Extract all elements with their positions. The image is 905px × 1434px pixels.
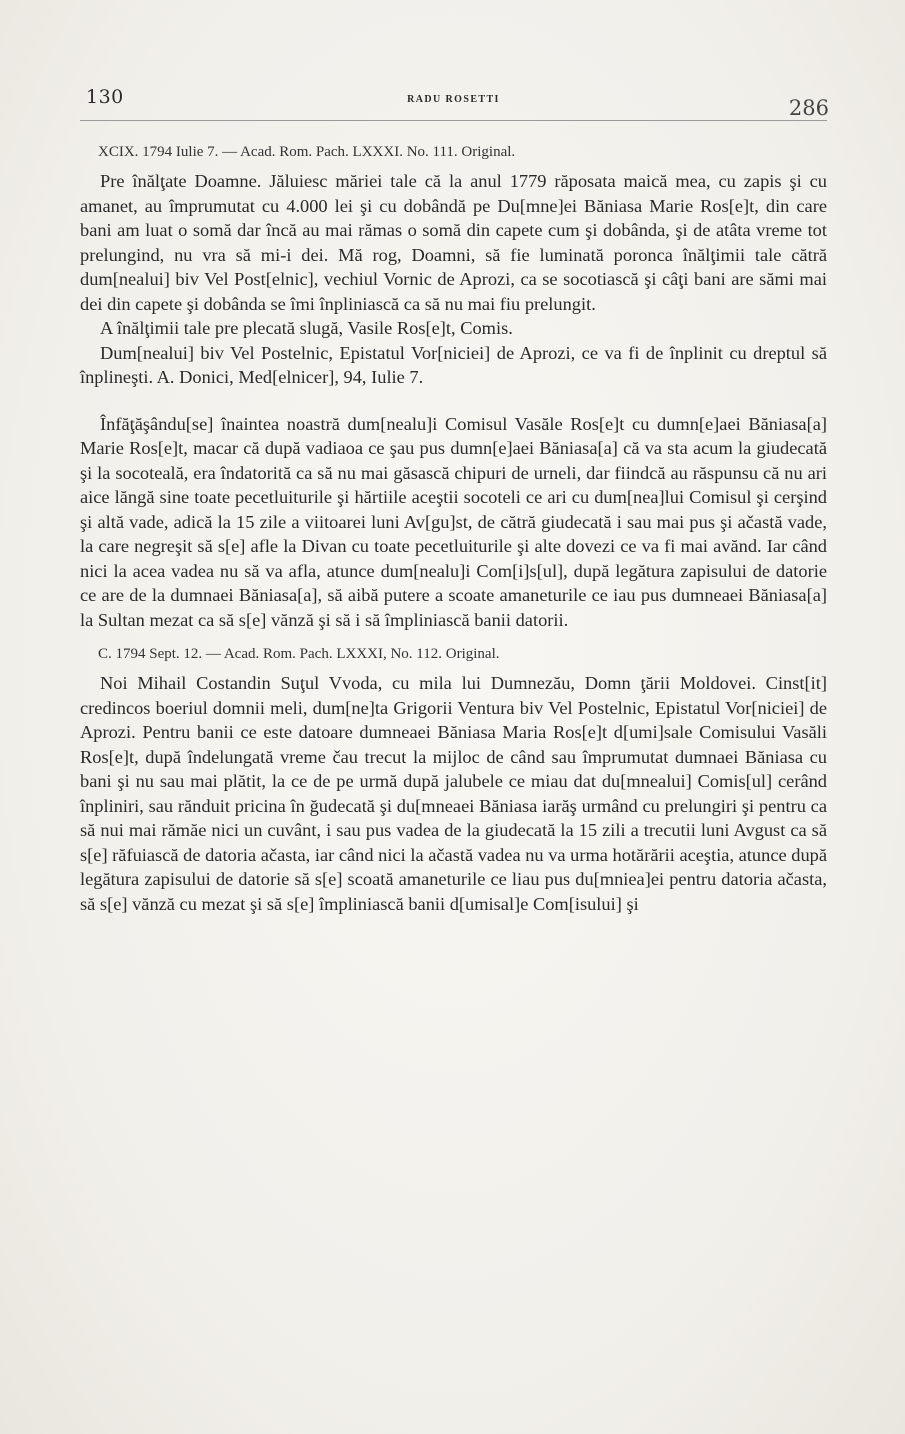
section-spacer	[80, 632, 827, 640]
document-heading: XCIX. 1794 Iulie 7. — Acad. Rom. Pach. LXXXI. No. 111. Original.	[98, 144, 516, 160]
running-title: RADU ROSETTI	[407, 94, 500, 105]
signature-line: A înălţimii tale pre plecată slugă, Vasile Ros[e]t, Comis.	[100, 318, 513, 338]
document-heading: C. 1794 Sept. 12. — Acad. Rom. Pach. LXXXI, No. 112. Original.	[98, 646, 500, 662]
page-body	[80, 138, 827, 916]
document-number: 286	[788, 96, 829, 120]
court-decision-paragraph: Înfăţăşându[se] înaintea noastră dum[nealu]i Comisul Vasăle Ros[e]t cu dumn[e]aei Băniasa[a] Marie Ros[e]t, macar că după vadiaoa ce şau pus dumn[e]aei Băniasa[a] că va sta acum la giudecată şi la socoteală, era îndatorită ca să nu mai găsască chipuri de urneli, dar fiindcă au răspunsu că nu ari aice lăngă sine toate pecetluiturile şi hărtiile aceştii socoteli ce ari cu dum[nea]lui Comisul şi cerşind şi altă vade, adică la 15 zile a viitoarei luni Av[gu]st, de cătră giudecată i sau mai pus şi ačastă vade, la care negreşit să s[e] afle la Divan cu toate pecetluiturile şi alte dovezi ce va fi mai avănd. Iar când nici la acea vadea nu să va afla, atunce dum[nealu]i Com[i]s[ul], după legătura zapisului de datorie ce are de la dumnaei Băniasa[a], să aibă putere a scoate amaneturile ce iau pus dumneaei Băniasa[a] la Sultan mezat ca să s[e] vănză şi să i să împliniască banii datorii.	[80, 413, 827, 630]
petition-paragraph: Pre înălţate Doamne. Jăluiesc măriei tale că la anul 1779 răposata maică mea, cu zapis şi cu amanet, au împrumutat cu 4.000 lei şi cu dobândă pe Du[mne]ei Băniasa Marie Ros[e]t, din care bani am luat o somă dar încă au mai rămas o somă din capete cum şi dobânda, şi de atâta vreme tot prelungind, nu vra să mi-i dei. Mă rog, Doamni, să fie luminată poronca înălţimii tale cătră dum[nealui] biv Vel Post[elnic], vechiul Vornic de Aprozi, ca se socotiască şi câţi bani are sămi mai dei din capete şi dobânda se îmi înpliniască ca să nu mai fiu prelungit.	[80, 171, 827, 314]
page-number: 130	[86, 86, 124, 108]
page-header	[80, 80, 827, 121]
resolution-paragraph: Dum[nealui] biv Vel Postelnic, Epistatul Vor[niciei] de Aprozi, ce va fi de înplinit cu dreptul să înplineşti. A. Donici, Med[elnicer], 94, Iulie 7.	[80, 342, 827, 387]
decree-paragraph: Noi Mihail Costandin Suţul Vvoda, cu mila lui Dumnezău, Domn ţării Moldovei. Cinst[it] credincos boeriul domnii meli, dum[ne]ta Grigorii Ventura biv Vel Postelnic, Epistatul Vor[niciei] de Aprozi. Pentru banii ce este datoare dumneaei Băniasa Maria Ros[e]t d[umi]sale Comisului Vasăli Ros[e]t, după îndelungată vreme čau trecut la mijloc de când sau împrumutat dumnaei Băniasa cu bani şi nu sau mai plătit, la ce de pe urmă după jalubele ce miau dat du[mnealui] Comis[ul] cerând înpliniri, sau rănduit pricina în ğudecată şi du[mneaei Băniasa iarăş urmând cu prelungiri şi pentru ca să nui mai rămăe nici un cuvânt, i sau pus vadea de la giudecată la 15 zili a trecutii luni Avgust ca să s[e] răfuiască de datoria ačasta, iar când nici la ačastă vadea nu va urma hotărării aceştia, atunce după legătura zapisului de datorie să s[e] scoată amaneturile ce liau pus du[mniea]ei pentru datoria ačasta, să s[e] vănză cu mezat şi să s[e] împliniască banii d[umisal]e Com[isului] şi	[80, 673, 827, 914]
paragraph-spacer	[80, 390, 827, 412]
